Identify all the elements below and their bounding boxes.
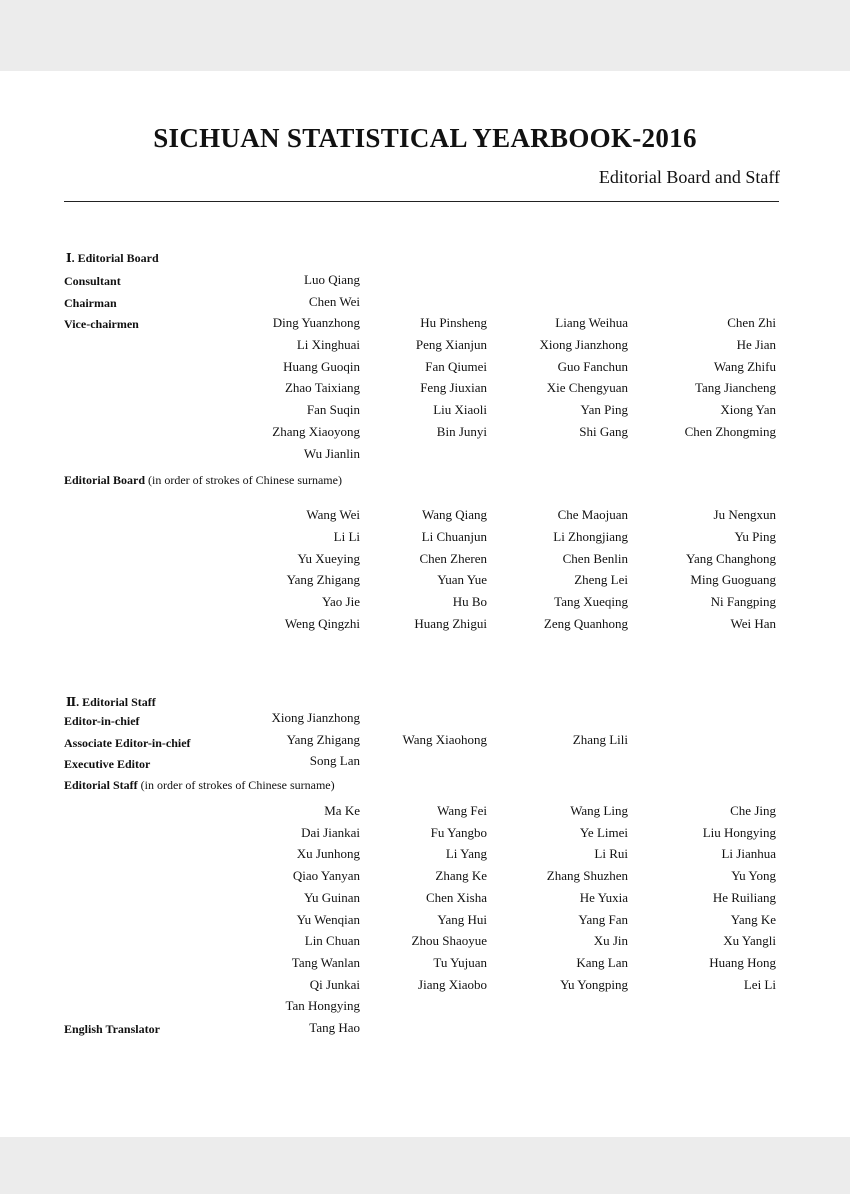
person-name: Liu Hongying: [702, 824, 776, 840]
person-name: Song Lan: [309, 753, 360, 769]
name-row: [0, 571, 850, 593]
person-name: Ma Ke: [324, 803, 360, 819]
role-label: Vice-chairmen: [64, 317, 139, 332]
person-name: Guo Fanchun: [557, 358, 628, 374]
person-name: Chen Zhongming: [684, 423, 776, 439]
title-divider: [64, 201, 779, 202]
person-name: Feng Jiuxian: [420, 380, 487, 396]
role-label: [64, 778, 335, 793]
person-name: Chen Xisha: [425, 889, 487, 905]
page-title: SICHUAN STATISTICAL YEARBOOK-2016: [153, 123, 697, 153]
section-heading: Ⅰ. Editorial Board: [66, 251, 159, 265]
person-name: Huang Guoqin: [283, 358, 360, 374]
role-label: English Translator: [64, 1021, 160, 1036]
ordering-note: (in order of strokes of Chinese surname): [140, 778, 335, 793]
person-name: Yang Fan: [578, 911, 628, 927]
person-name: Xu Jin: [593, 933, 628, 949]
person-name: Xiong Yan: [720, 402, 776, 418]
name-row: [0, 954, 850, 976]
person-name: Zhou Shaoyue: [411, 933, 487, 949]
person-name: Shi Gang: [579, 423, 628, 439]
person-name: Lei Li: [743, 976, 776, 992]
person-name: Yan Ping: [580, 402, 628, 418]
person-name: Chen Zhi: [727, 315, 776, 331]
person-name: Fu Yangbo: [430, 824, 487, 840]
name-row: [0, 506, 850, 528]
person-name: He Ruiliang: [712, 889, 776, 905]
person-name: Tu Yujuan: [433, 954, 487, 970]
person-name: Fan Suqin: [306, 402, 360, 418]
role-label: [64, 473, 342, 488]
person-name: Weng Qingzhi: [284, 615, 360, 631]
name-row: [0, 528, 850, 550]
person-name: Yuan Yue: [437, 572, 487, 588]
person-name: Tang Hao: [309, 1019, 360, 1035]
executive-editor-row: [0, 754, 850, 776]
name-row: [0, 889, 850, 911]
name-row: [0, 932, 850, 954]
person-name: Xu Junhong: [296, 846, 360, 862]
person-name: Liu Xiaoli: [433, 402, 487, 418]
name-row: [0, 802, 850, 824]
name-row: [0, 976, 850, 998]
person-name: Zhang Lili: [572, 731, 628, 747]
editor-in-chief-row: [0, 711, 850, 733]
person-name: Yu Ping: [734, 528, 776, 544]
name-row: [0, 358, 850, 380]
person-name: Wang Zhifu: [713, 358, 776, 374]
person-name: Wu Jianlin: [303, 445, 360, 461]
person-name: Kang Lan: [576, 954, 628, 970]
person-name: Li Xinghuai: [296, 337, 360, 353]
role-label: Editor-in-chief: [64, 714, 140, 728]
person-name: Che Maojuan: [557, 507, 628, 523]
role-label: Associate Editor-in-chief: [64, 735, 191, 750]
person-name: Xu Yangli: [723, 933, 776, 949]
board-members-label-row: [0, 466, 850, 506]
person-name: Tang Jiancheng: [694, 380, 776, 396]
person-name: Ju Nengxun: [713, 507, 776, 523]
person-name: Huang Hong: [709, 954, 776, 970]
person-name: Zhang Xiaoyong: [272, 423, 360, 439]
person-name: Jiang Xiaobo: [418, 976, 487, 992]
person-name: Zhao Taixiang: [284, 380, 360, 396]
person-name: Wang Wei: [306, 507, 360, 523]
name-row: [0, 911, 850, 933]
name-row: [0, 401, 850, 423]
person-name: Zhang Shuzhen: [546, 868, 628, 884]
name-row: [0, 550, 850, 572]
person-name: Yang Zhigang: [286, 731, 360, 747]
person-name: Wang Ling: [570, 803, 628, 819]
person-name: Li Jianhua: [721, 846, 776, 862]
person-name: Ding Yuanzhong: [272, 315, 360, 331]
person-name: Ming Guoguang: [690, 572, 776, 588]
chairman-row: [0, 293, 850, 315]
person-name: Zhang Ke: [435, 868, 487, 884]
role-label-text: Editorial Staff: [64, 778, 138, 793]
person-name: Lin Chuan: [304, 933, 360, 949]
person-name: Wang Qiang: [421, 507, 487, 523]
person-name: He Jian: [736, 337, 776, 353]
person-name: Liang Weihua: [555, 315, 628, 331]
person-name: Xiong Jianzhong: [539, 337, 628, 353]
person-name: Che Jing: [730, 803, 776, 819]
person-name: Hu Pinsheng: [420, 315, 487, 331]
person-name: Xiong Jianzhong: [271, 710, 360, 725]
name-row: [0, 997, 850, 1019]
person-name: Li Rui: [594, 846, 628, 862]
person-name: Huang Zhigui: [414, 615, 487, 631]
person-name: Ye Limei: [579, 824, 628, 840]
person-name: He Yuxia: [579, 889, 628, 905]
name-row: [0, 423, 850, 445]
person-name: Yang Ke: [730, 911, 776, 927]
person-name: Yu Yong: [731, 868, 776, 884]
person-name: Chen Benlin: [562, 550, 628, 566]
person-name: Chen Zheren: [419, 550, 487, 566]
person-name: Wei Han: [730, 615, 776, 631]
section-heading: Ⅱ. Editorial Staff: [66, 695, 156, 709]
person-name: Li Zhongjiang: [553, 528, 628, 544]
person-name: Yu Guinan: [304, 889, 360, 905]
associate-editor-row: [0, 733, 850, 755]
person-name: Tang Wanlan: [291, 954, 360, 970]
name-row: [0, 314, 850, 336]
person-name: Xie Chengyuan: [546, 380, 628, 396]
person-name: Tang Xueqing: [554, 593, 628, 609]
person-name: Yao Jie: [321, 593, 360, 609]
staff-members-list: [0, 802, 850, 1019]
person-name: Li Chuanjun: [421, 528, 487, 544]
name-row: [0, 445, 850, 467]
person-name: Wang Xiaohong: [402, 731, 487, 747]
page-subtitle: Editorial Board and Staff: [598, 167, 780, 187]
name-row: [0, 379, 850, 401]
name-row: [0, 615, 850, 637]
role-label: Chairman: [64, 295, 117, 310]
name-row: [0, 593, 850, 615]
person-name: Tan Hongying: [285, 998, 360, 1014]
translator-row: [0, 1019, 850, 1041]
name-row: [0, 845, 850, 867]
person-name: Yang Zhigang: [286, 572, 360, 588]
person-name: Li Li: [333, 528, 360, 544]
name-row: [0, 336, 850, 358]
role-label: Executive Editor: [64, 757, 151, 772]
person-name: Dai Jiankai: [301, 824, 360, 840]
person-name: Bin Junyi: [436, 423, 487, 439]
person-name: Hu Bo: [452, 593, 487, 609]
person-name: Yu Wenqian: [296, 911, 360, 927]
person-name: Zheng Lei: [574, 572, 628, 588]
document-page: [0, 71, 850, 1137]
person-name: Wang Fei: [437, 803, 487, 819]
staff-members-label-row: [0, 776, 850, 802]
role-label-text: Editorial Board: [64, 473, 146, 488]
role-label: Consultant: [64, 274, 121, 288]
person-name: Yu Yongping: [560, 976, 628, 992]
person-name: Qi Junkai: [309, 976, 360, 992]
person-name: Zeng Quanhong: [543, 615, 628, 631]
person-name: Yang Hui: [437, 911, 487, 927]
person-name: Yang Changhong: [685, 550, 776, 566]
person-name: Ni Fangping: [710, 593, 776, 609]
person-name: Yu Xueying: [297, 550, 360, 566]
person-name: Li Yang: [445, 846, 487, 862]
person-name: Luo Qiang: [304, 272, 360, 287]
person-name: Fan Qiumei: [425, 358, 487, 374]
person-name: Chen Wei: [308, 293, 360, 309]
name-row: [0, 824, 850, 846]
ordering-note: (in order of strokes of Chinese surname): [148, 473, 342, 488]
person-name: Qiao Yanyan: [292, 868, 360, 884]
person-name: Peng Xianjun: [415, 337, 487, 353]
consultant-row: [0, 271, 850, 293]
board-members-list: [0, 506, 850, 636]
name-row: [0, 867, 850, 889]
vice-chairmen-list: [0, 314, 850, 466]
